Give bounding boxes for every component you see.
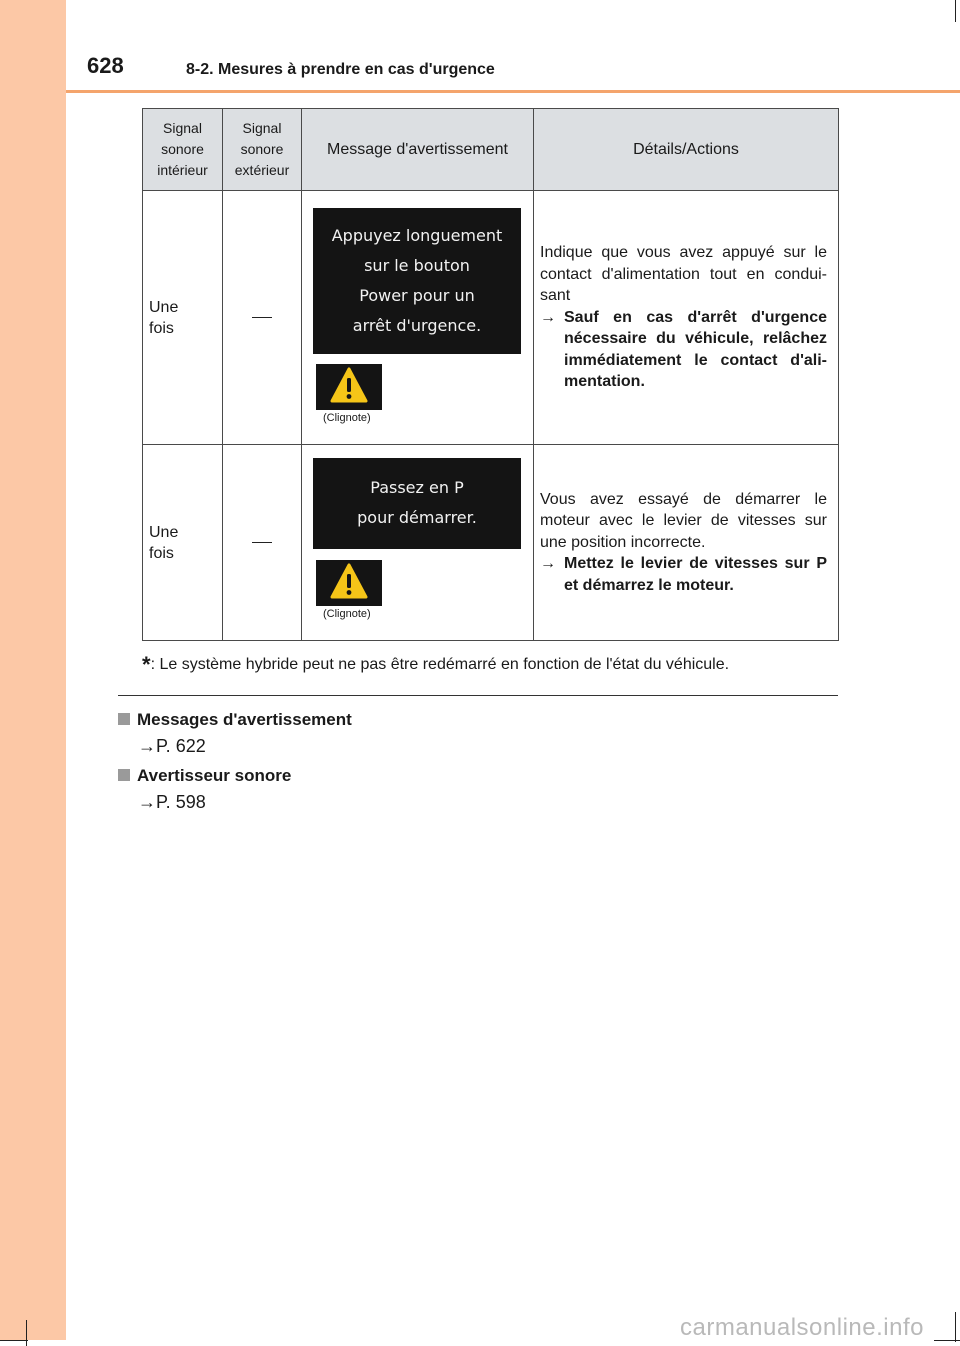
exterior-buzzer-none [223, 191, 302, 445]
details-cell [534, 445, 839, 641]
chapter-title: 8-2. Mesures à prendre en cas d'urgence [186, 61, 495, 78]
dash-mark [252, 542, 272, 543]
table-row [143, 191, 839, 445]
header-message: Message d'avertissement [302, 109, 534, 191]
interior-buzzer-count [143, 445, 223, 641]
section-title: Avertisseur sonore [137, 766, 292, 785]
warning-triangle-icon [316, 364, 382, 410]
display-line: Power pour un [359, 286, 475, 305]
crop-mark [955, 0, 956, 22]
count-line: Une [149, 298, 179, 316]
section-divider [118, 695, 838, 696]
header-interior-buzzer [143, 109, 223, 191]
page-header [66, 0, 960, 92]
header-rule [66, 90, 960, 93]
detail-text: Indique que vous avez appuyé sur le contact d'alimentation tout en condui-sant [540, 244, 827, 305]
bullet-square-icon [118, 713, 130, 725]
page-reference-link[interactable]: →P. 622 [138, 736, 206, 756]
count-line: Une [149, 523, 179, 541]
blink-label: (Clignote) [323, 608, 371, 620]
interior-buzzer-count [143, 191, 223, 445]
arrow-icon: → [540, 555, 556, 573]
message-cell [302, 191, 534, 445]
exterior-buzzer-none [223, 445, 302, 641]
display-screen [313, 208, 521, 354]
count-line: fois [149, 544, 174, 562]
crop-mark [934, 1340, 960, 1341]
details-cell [534, 191, 839, 445]
detail-text: Vous avez essayé de démarrer le moteur avec le levier de vitesses sur une position incorrecte. [540, 490, 827, 551]
display-line: Appuyez longuement [331, 226, 503, 245]
display-line: sur le bouton [364, 256, 470, 275]
footnote [142, 652, 729, 678]
header-line: sonore [161, 141, 204, 157]
footnote-text: : Le système hybride peut ne pas être redémarré en fonction de l'état du véhicule. [150, 656, 730, 673]
action-text: Mettez le levier de vitesses sur P et démarrez le moteur. [564, 555, 827, 594]
dash-mark [252, 317, 272, 318]
section-title: Messages d'avertissement [137, 710, 352, 729]
blink-label: (Clignote) [323, 412, 371, 424]
display-line: pour démarrer. [357, 508, 477, 527]
table-row [143, 445, 839, 641]
message-cell [302, 445, 534, 641]
header-line: Signal [242, 120, 282, 136]
page-reference-link[interactable]: →P. 598 [138, 792, 206, 812]
header-line: extérieur [234, 162, 290, 178]
header-exterior-buzzer [223, 109, 302, 191]
display-line: Passez en P [370, 478, 464, 497]
header-line: sonore [240, 141, 284, 157]
display-screen [313, 458, 521, 549]
action-item [540, 307, 827, 393]
header-line: intérieur [157, 162, 208, 178]
table-header-row [143, 109, 839, 191]
footnote-mark: * [142, 652, 151, 677]
crop-mark [0, 1340, 28, 1341]
arrow-icon: → [540, 308, 556, 326]
watermark: carmanualsonline.info [680, 1314, 924, 1341]
warning-triangle-icon [316, 560, 382, 606]
crop-mark [955, 1312, 956, 1342]
count-line: fois [149, 319, 174, 337]
section-heading-buzzer [118, 766, 291, 786]
action-item [540, 553, 827, 596]
display-line: arrêt d'urgence. [352, 316, 482, 335]
warning-table [142, 108, 839, 641]
crop-mark [26, 1320, 27, 1346]
action-text: Sauf en cas d'arrêt d'urgence nécessaire du véhicule, relâchez immédiatement le contact d'ali-mentation. [564, 308, 827, 391]
page-number: 628 [87, 53, 124, 78]
section-heading-messages [118, 710, 352, 730]
side-color-strip [0, 0, 66, 1340]
header-details: Détails/Actions [534, 109, 839, 191]
header-line: Signal [163, 120, 202, 136]
bullet-square-icon [118, 769, 130, 781]
